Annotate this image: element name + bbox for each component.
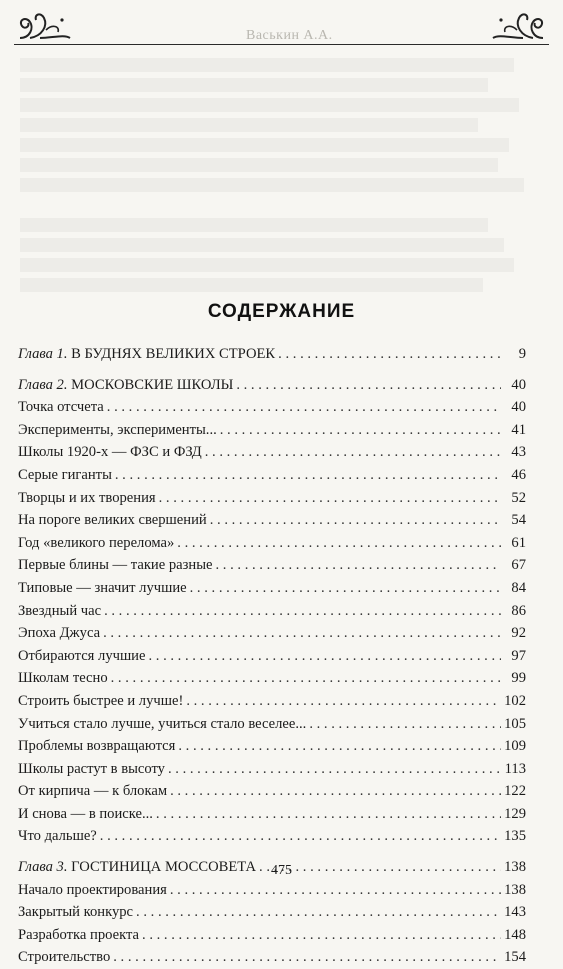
toc-entry-text: [18, 901, 133, 924]
toc-entry-text: [18, 622, 100, 645]
toc-entry-text: [18, 577, 187, 600]
toc-entry-title: Школам тесно: [18, 670, 108, 687]
toc-section: [18, 946, 526, 969]
toc-page-number: 138: [504, 881, 526, 898]
toc-section: [18, 825, 526, 848]
toc-section: [18, 419, 526, 442]
toc-entry-title: Типовые — значит лучшие: [18, 579, 187, 596]
toc-page-number: 84: [511, 579, 526, 596]
chapter-label: Глава 2.: [18, 376, 68, 393]
toc-page-number: 154: [504, 949, 526, 966]
toc-section: [18, 735, 526, 758]
toc-entry-title: Учиться стало лучше, учиться стало веселее...: [18, 715, 307, 732]
toc-entry-title: Точка отсчета: [18, 399, 104, 416]
dot-leader: [113, 946, 501, 969]
toc-section: [18, 758, 526, 781]
toc-entry-text: [18, 667, 108, 690]
toc-entry-title: Строить быстрее и лучше!: [18, 692, 184, 709]
toc-entry-text: [18, 758, 165, 781]
toc-entry-text: [18, 924, 139, 947]
header-rule: [14, 44, 549, 45]
toc-entry-text: [18, 803, 153, 826]
toc-page-number: 52: [511, 489, 526, 506]
toc-entry-title: Звездный час: [18, 602, 102, 619]
toc-entry-title: Строительство: [18, 949, 111, 966]
dot-leader: [178, 735, 501, 758]
toc-entry-text: [18, 441, 202, 464]
toc-entry-title: Разработка проекта: [18, 926, 140, 943]
chapter-label: Глава 3.: [18, 859, 68, 876]
toc-page-number: 129: [504, 805, 526, 822]
toc-page-number: 41: [511, 421, 526, 438]
toc-section: [18, 464, 526, 487]
toc-section: [18, 622, 526, 645]
toc-entry-title: Что дальше?: [18, 828, 97, 845]
toc-page-number: 67: [511, 557, 526, 574]
toc-entry-title: Закрытый конкурс: [18, 904, 134, 921]
toc-section: [18, 554, 526, 577]
toc-section: [18, 600, 526, 623]
dot-leader: [100, 825, 501, 848]
toc-page-number: 86: [511, 602, 526, 619]
toc-section: [18, 803, 526, 826]
toc-entry-title: Эпоха Джуса: [18, 625, 101, 642]
page-number: 475: [271, 863, 292, 878]
toc-entry-title: Год «великого перелома»: [18, 534, 175, 551]
toc-entry-title: ГОСТИНИЦА МОССОВЕТА: [71, 859, 257, 876]
toc-page-number: 143: [504, 904, 526, 921]
dot-leader: [111, 667, 501, 690]
toc-entry-text: [18, 946, 110, 969]
toc-page-number: 99: [511, 670, 526, 687]
toc-entry-title: Школы 1920-х — ФЗС и ФЗД: [18, 444, 202, 461]
toc-entry-title: Эксперименты, эксперименты...: [18, 421, 217, 438]
toc-entry-title: Начало проектирования: [18, 881, 167, 898]
toc-entry-text: [18, 374, 233, 397]
toc-section: [18, 780, 526, 803]
dot-leader: [168, 758, 501, 781]
dot-leader: [104, 600, 501, 623]
toc-entry-title: Проблемы возвращаются: [18, 738, 176, 755]
toc-section: [18, 901, 526, 924]
toc-entry-title: Серые гиганты: [18, 466, 112, 483]
toc-entry-title: Отбираются лучшие: [18, 647, 146, 664]
toc-page-number: 135: [504, 828, 526, 845]
running-author: Васькин А.А.: [246, 28, 333, 43]
toc-entry-text: [18, 600, 101, 623]
ornament-left-icon: [16, 8, 72, 42]
toc-section: [18, 879, 526, 902]
toc-entry-text: [18, 690, 183, 713]
toc-chapter: [18, 343, 526, 366]
toc-entry-title: И снова — в поиске...: [18, 805, 153, 822]
dot-leader: [115, 464, 501, 487]
dot-leader: [107, 396, 501, 419]
dot-leader: [170, 879, 501, 902]
toc-entry-title: Творцы и их творения: [18, 489, 156, 506]
toc-page-number: 113: [504, 760, 526, 777]
dot-leader: [278, 343, 501, 366]
chapter-label: Глава 1.: [18, 346, 68, 362]
toc-page-number: 109: [504, 738, 526, 755]
toc-page-number: 102: [504, 692, 526, 709]
dot-leader: [159, 487, 501, 510]
dot-leader: [205, 441, 501, 464]
dot-leader: [142, 924, 501, 947]
dot-leader: [210, 509, 501, 532]
ornament-right-icon: [491, 8, 547, 42]
toc-page-number: 105: [504, 715, 526, 732]
toc-page-number: 40: [511, 376, 526, 393]
toc-section: [18, 441, 526, 464]
toc-entry-text: [18, 419, 217, 442]
toc-entry-title: Первые блины — такие разные: [18, 557, 213, 574]
toc-entry-text: [18, 879, 167, 902]
page-title: СОДЕРЖАНИЕ: [207, 301, 356, 322]
toc-entry-title: Школы растут в высоту: [18, 760, 165, 777]
running-header: [14, 8, 549, 48]
toc-section: [18, 690, 526, 713]
toc-entry-text: [18, 509, 207, 532]
toc-section: [18, 645, 526, 668]
toc-page-number: 122: [504, 783, 526, 800]
toc-entry-text: [18, 487, 156, 510]
toc-page-number: 92: [511, 625, 526, 642]
toc-page-number: 43: [511, 444, 526, 461]
dot-leader: [148, 645, 501, 668]
toc-section: [18, 509, 526, 532]
toc-page-number: 54: [511, 512, 526, 529]
toc-page-number: 97: [511, 647, 526, 664]
dot-leader: [309, 713, 501, 736]
toc-entry-text: [18, 343, 275, 366]
toc-section: [18, 396, 526, 419]
toc-section: [18, 487, 526, 510]
toc-entry-text: [18, 825, 97, 848]
toc-entry-title: МОСКОВСКИЕ ШКОЛЫ: [71, 376, 234, 393]
dot-leader: [103, 622, 501, 645]
dot-leader: [136, 901, 501, 924]
toc-page-number: 148: [504, 926, 526, 943]
dot-leader: [156, 803, 501, 826]
dot-leader: [216, 554, 502, 577]
toc-section: [18, 713, 526, 736]
toc-page-number: 61: [511, 534, 526, 551]
toc-section: [18, 924, 526, 947]
dot-leader: [170, 780, 501, 803]
dot-leader: [190, 577, 501, 600]
dot-leader: [220, 419, 501, 442]
toc-entry-text: [18, 780, 167, 803]
toc-page-number: 9: [518, 346, 526, 362]
toc-chapter: [18, 374, 526, 397]
toc-entry-title: В БУДНЯХ ВЕЛИКИХ СТРОЕК: [71, 346, 276, 362]
toc-page-number: 40: [511, 399, 526, 416]
toc-section: [18, 667, 526, 690]
toc-entry-title: На пороге великих свершений: [18, 512, 207, 529]
dot-leader: [177, 532, 501, 555]
toc-entry-title: От кирпича — к блокам: [18, 783, 168, 800]
toc-entry-text: [18, 464, 112, 487]
toc-page-number: 46: [511, 466, 526, 483]
toc-section: [18, 577, 526, 600]
toc-entry-text: [18, 645, 145, 668]
toc-entry-text: [18, 554, 213, 577]
toc-section: [18, 532, 526, 555]
toc-entry-text: [18, 735, 175, 758]
dot-leader: [236, 374, 501, 397]
toc-entry-text: [18, 532, 174, 555]
toc-entry-text: [18, 396, 104, 419]
toc-entry-text: [18, 713, 306, 736]
toc-page-number: 138: [504, 859, 526, 876]
dot-leader: [186, 690, 501, 713]
